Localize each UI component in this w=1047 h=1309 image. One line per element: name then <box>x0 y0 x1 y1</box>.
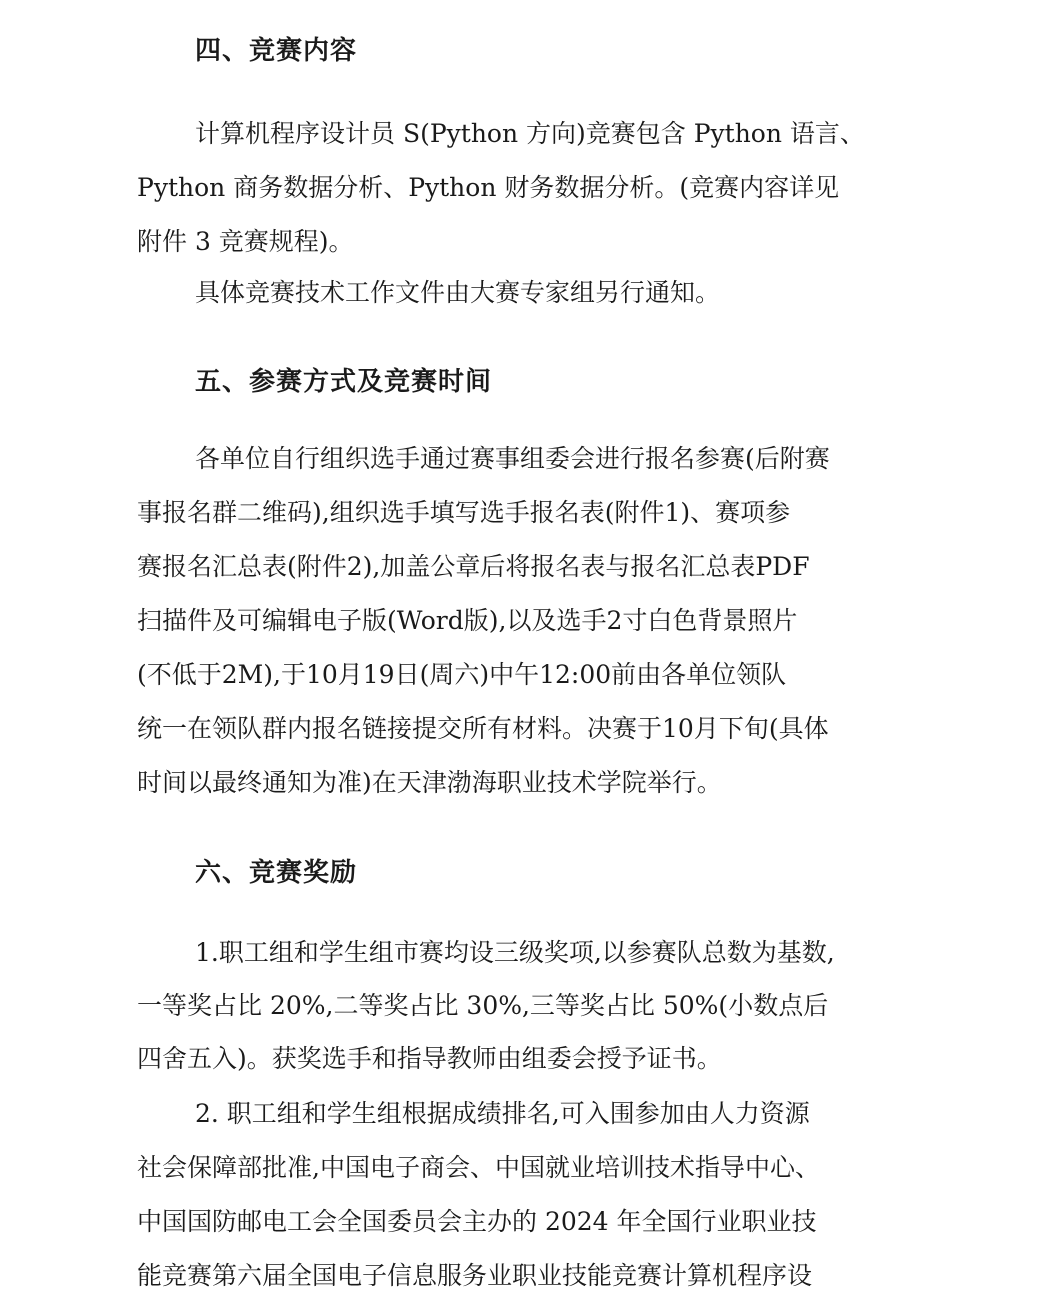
section-5-para-1-line-5: (不低于2M),于10月19日(周六)中午12:00前由各单位领队 <box>137 660 787 689</box>
section-6-para-1-line-3: 四舍五入)。获奖选手和指导教师由组委会授予证书。 <box>137 1044 722 1073</box>
section-6-para-1-line-1: 1.职工组和学生组市赛均设三级奖项,以参赛队总数为基数, <box>195 938 835 967</box>
section-6-para-2-line-2: 社会保障部批准,中国电子商会、中国就业培训技术指导中心、 <box>137 1153 820 1182</box>
section-4-para-1-line-1: 计算机程序设计员 S(Python 方向)竞赛包含 Python 语言、 <box>195 119 865 148</box>
section-6-para-2-line-4: 能竞赛第六届全国电子信息服务业职业技能竞赛计算机程序设 <box>137 1261 813 1290</box>
section-4-para-1-line-2: Python 商务数据分析、Python 财务数据分析。(竞赛内容详见 <box>137 173 840 202</box>
section-6-para-2-line-1: 2. 职工组和学生组根据成绩排名,可入围参加由人力资源 <box>195 1099 810 1128</box>
section-5-para-1-line-1: 各单位自行组织选手通过赛事组委会进行报名参赛(后附赛 <box>195 444 830 473</box>
section-6-heading: 六、竞赛奖励 <box>195 858 358 888</box>
section-5-para-1-line-7: 时间以最终通知为准)在天津渤海职业技术学院举行。 <box>137 768 722 797</box>
section-5-para-1-line-6: 统一在领队群内报名链接提交所有材料。决赛于10月下旬(具体 <box>137 714 829 743</box>
section-4-heading: 四、竞赛内容 <box>195 36 358 66</box>
section-4-para-2-line-1: 具体竞赛技术工作文件由大赛专家组另行通知。 <box>195 278 721 307</box>
section-5-heading: 五、参赛方式及竞赛时间 <box>195 367 493 397</box>
section-5-para-1-line-3: 赛报名汇总表(附件2),加盖公章后将报名表与报名汇总表PDF <box>137 552 810 581</box>
section-6-para-1-line-2: 一等奖占比 20%,二等奖占比 30%,三等奖占比 50%(小数点后 <box>137 991 829 1020</box>
section-4-para-1-line-3: 附件 3 竞赛规程)。 <box>137 227 354 256</box>
section-5-para-1-line-2: 事报名群二维码),组织选手填写选手报名表(附件1)、赛项参 <box>137 498 791 527</box>
section-6-para-2-line-3: 中国国防邮电工会全国委员会主办的 2024 年全国行业职业技 <box>137 1207 817 1236</box>
section-5-para-1-line-4: 扫描件及可编辑电子版(Word版),以及选手2寸白色背景照片 <box>137 606 798 635</box>
